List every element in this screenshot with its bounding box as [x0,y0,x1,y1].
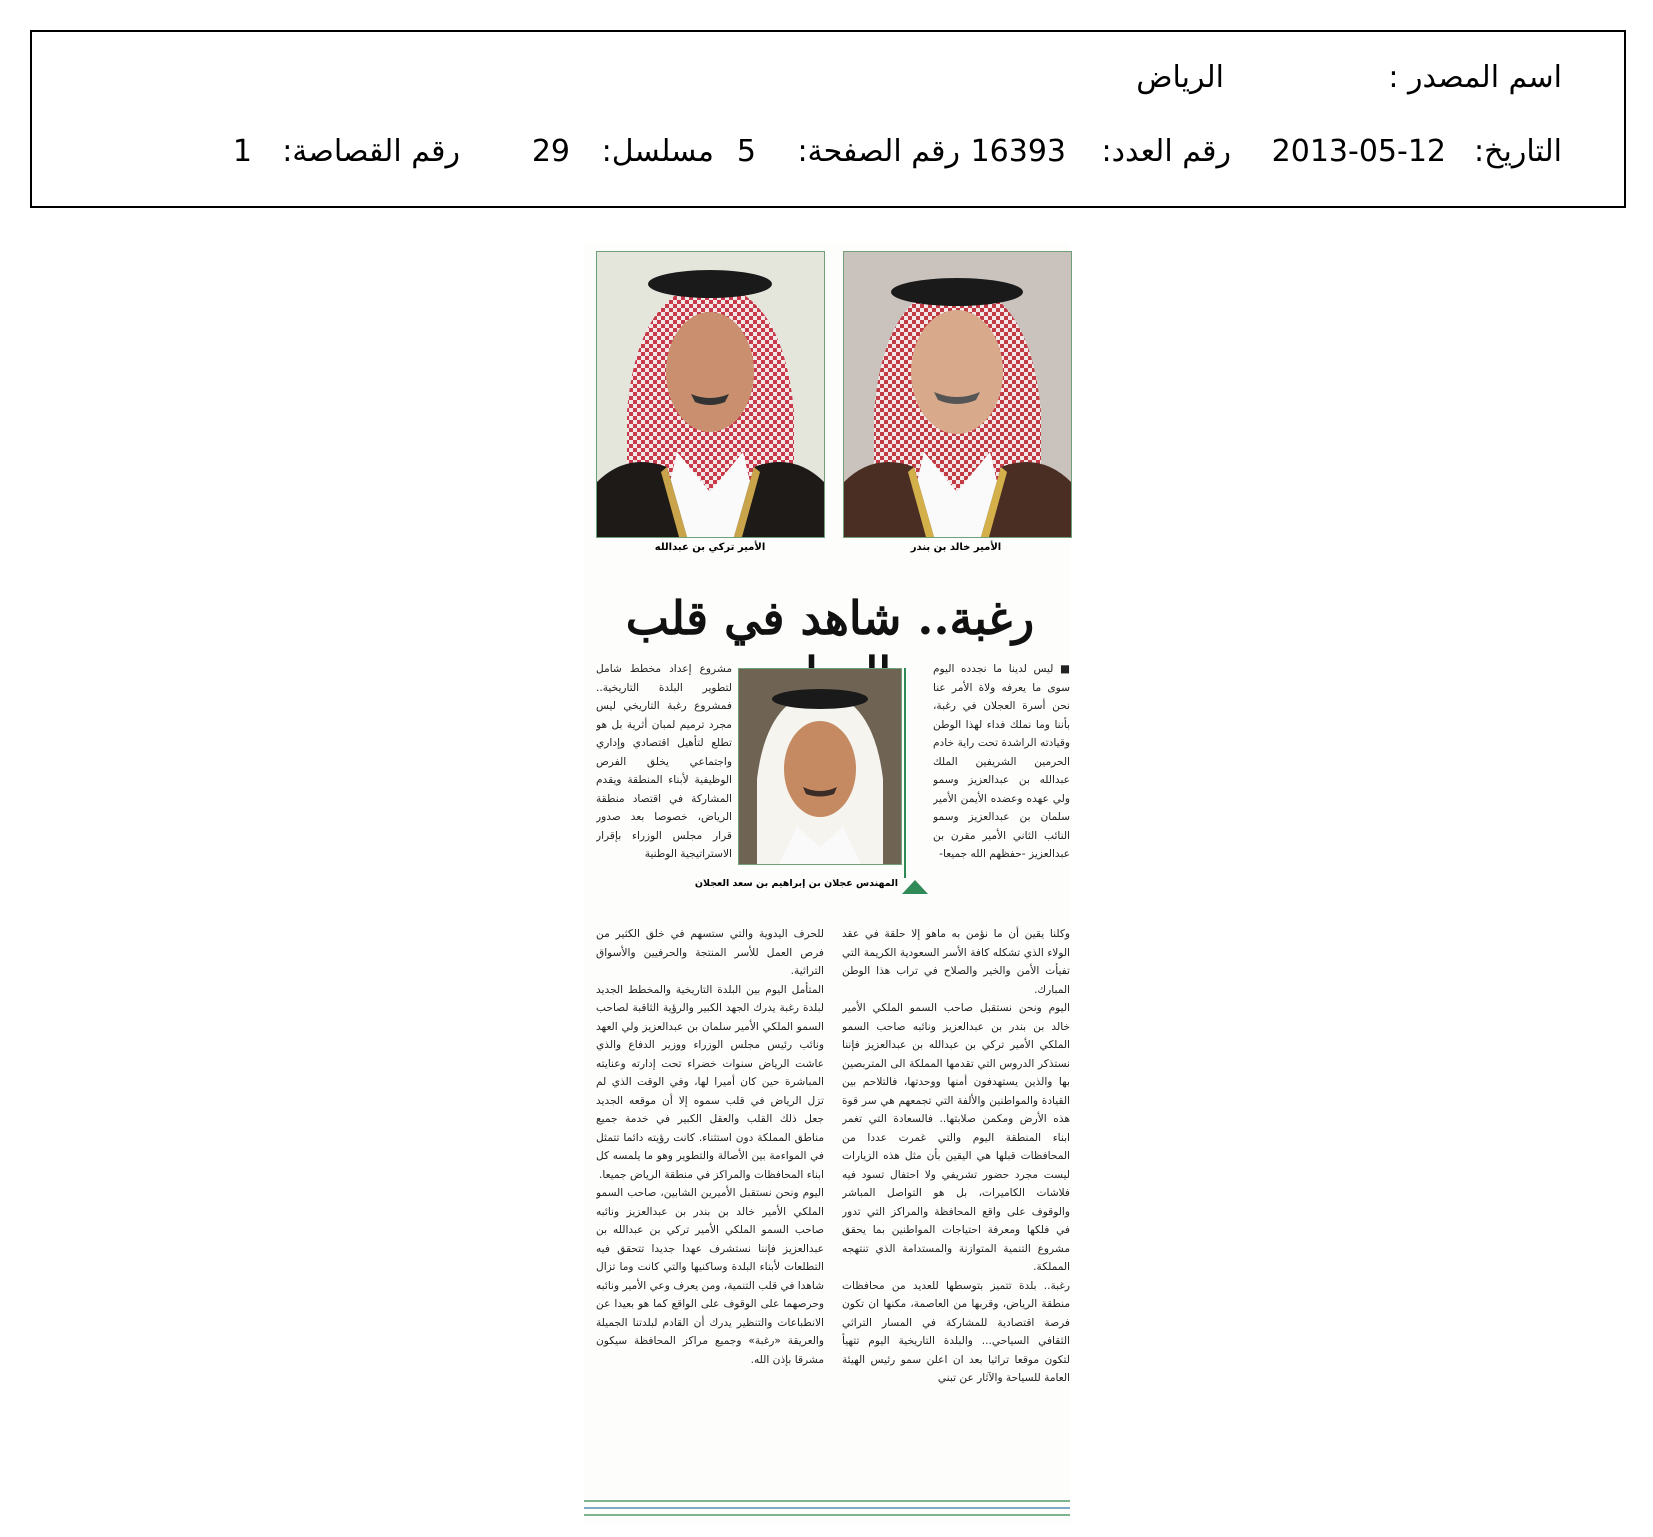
bottom-rule [584,1514,1070,1516]
date-label: التاريخ: [1474,134,1562,169]
paragraph: مشروع إعداد مخطط شامل لتطوير البلدة التاريخية.. فمشروع رغبة التاريخي ليس مجرد ترميم لمبان أثرية بل هو تطلع لتأهيل اقتصادي وإداري واجتماعي يخلق الفرص الوظيفية لأبناء المنطقة ويقدم المشاركة في اقتصاد منطقة الرياض، خصوصا بعد صدور قرار مجلس الوزراء بإقرار الاستراتيجية الوطنية [596,663,732,860]
portrait-turki-bin-abdullah [596,251,825,538]
paragraph: للحرف اليدوية والتي ستسهم في خلق الكثير من فرص العمل للأسر المنتجة والحرفيين والأسواق التراثية. [596,928,824,977]
bottom-rule [584,1500,1070,1502]
text-left-top [596,660,732,925]
author-caption: المهندس عجلان بن إبراهيم بن سعد العجلان [694,878,898,889]
portrait-khalid-bin-bandar [843,251,1072,538]
clip-label: رقم القصاصة: [282,134,460,169]
text-left-bottom [596,925,824,1485]
date-value: 2013-05-12 [1271,134,1446,169]
bottom-rule [584,1507,1070,1509]
source-value: الرياض [1136,60,1224,95]
issue-value: 16393 [970,134,1066,169]
paragraph: رغبة.. بلدة تتميز بتوسطها للعديد من محافظات منطقة الرياض، وقربها من العاصمة، مكنها ان تكون فرصة اقتصادية للمشاركة في المسار التراثي الثقافي السياحي... والبلدة التاريخية اليوم تتهيأ لتكون موقعا تراثيا بعد ان اعلن سمو رئيس الهيئة العامة للسياحة والآثار عن تبني [842,1279,1070,1384]
source-row [32,58,1624,98]
paragraph: اليوم ونحن نستقبل صاحب السمو الملكي الأمير خالد بن بندر بن عبدالعزيز ونائبه صاحب السمو الملكي الأمير تركي بن عبدالله بن عبدالعزيز فإننا نستذكر الدروس التي تقدمها المملكة الى المتربصين بها والذين يستهدفون أمنها ووحدتها، فالتلاحم بين القيادة والمواطنين والألفة التي تجمعهم هي سر قوة هذه الأرض ومكمن صلابتها.. فالسعادة التي تغمر ابناء المنطقة اليوم والتي غمرت عددا من المحافظات قبلها هي اليقين بأن مثل هذه الزيارات ليست مجرد حضور تشريفي ولا احتفال تسود فيه فلاشات الكاميرات، بل هو التواصل المباشر والوقوف على واقع المحافظة والمراكز التي تدور في فلكها ومعرفة احتياجات المواطنين بما يحقق مشروع التنمية المتوازنة والمستدامة الذي تنتهجه المملكة. [842,1002,1070,1273]
caption-turki-bin-abdullah: الأمير تركي بن عبدالله [654,542,766,553]
paragraph: وكلنا يقين أن ما نؤمن به ماهو إلا حلقة في عقد الولاء الذي تشكله كافة الأسر السعودية الكريمة التي تفيأت الأمن والخير والصلاح في تراب هذا الوطن المبارك. [842,928,1070,996]
text-right-bottom [842,925,1070,1485]
article-headline: رغبة.. شاهد في قلب [625,591,1035,645]
portrait-author [738,668,902,865]
page-label: رقم الصفحة: [797,134,960,169]
paragraph: اليوم ونحن نستقبل الأميرين الشابين، صاحب السمو الملكي الأمير خالد بن بندر بن عبدالعزيز ونائبه صاحب السمو الملكي الأمير تركي بن عبدالله بن عبدالعزيز فإننا نستشرف عهدا جديدا تتحقق فيه التطلعات لأبناء البلدة وساكنيها والتي كانت وما تزال شاهدا في قلب التنمية، ومن يعرف وعي الأمير ونائبه وحرصهما على الوقوف على الواقع كما هو بعيدا عن الانطباعات والتنظير يدرك أن القادم لبلدتنا الجميلة والعريقة «رغبة» وجميع مراكز المحافظة سيكون مشرقا بإذن الله. [596,1187,824,1366]
text-right-top [933,660,1070,925]
source-label: اسم المصدر : [1388,60,1562,95]
page-value: 5 [736,134,756,169]
caption-khalid-bin-bandar: الأمير خالد بن بندر [910,542,1002,553]
meta-row [32,132,1624,172]
serial-label: مسلسل: [601,134,714,169]
paragraph: ■ ليس لدينا ما نجدده اليوم سوى ما يعرفه ولاة الأمر عنا نحن أسرة العجلان في رغبة، بأننا وما نملك فداء لهذا الوطن وقيادته الراشدة تحت راية خادم الحرمين الشريفين الملك عبدالله بن عبدالعزيز وسمو ولي عهده وعضده الأيمن الأمير سلمان بن عبدالعزيز وسمو النائب الثاني الأمير مقرن بن عبدالعزيز -حفظهم الله جميعا- [933,663,1070,860]
issue-label: رقم العدد: [1101,134,1231,169]
clip-value: 1 [232,134,252,169]
clipping-header-box [30,30,1626,208]
paragraph: المتأمل اليوم بين البلدة التاريخية والمخطط الجديد لبلدة رغبة يدرك الجهد الكبير والرؤية الثاقبة لصاحب السمو الملكي الأمير سلمان بن عبدالعزيز ولي العهد ونائب رئيس مجلس الوزراء ووزير الدفاع والذي عاشت الرياض سنوات خضراء تحت إدارته وعنايته المباشرة حين كان أميرا لها، وفي الوقت الذي لم تزل الرياض في قلب سموه إلا أن موقعه الجديد جعل ذلك القلب والعقل الكبير في خدمة جميع مناطق المملكة دون استثناء. كانت رؤيته دائما تتمثل في المواءمة بين الأصالة والتطوير وهو ما يلمسه كل ابناء المحافظات والمراكز في منطقة الرياض جميعا. [596,983,824,1181]
caption-arrow-icon [902,880,928,894]
serial-value: 29 [531,134,570,169]
author-photo-rule [904,668,906,878]
